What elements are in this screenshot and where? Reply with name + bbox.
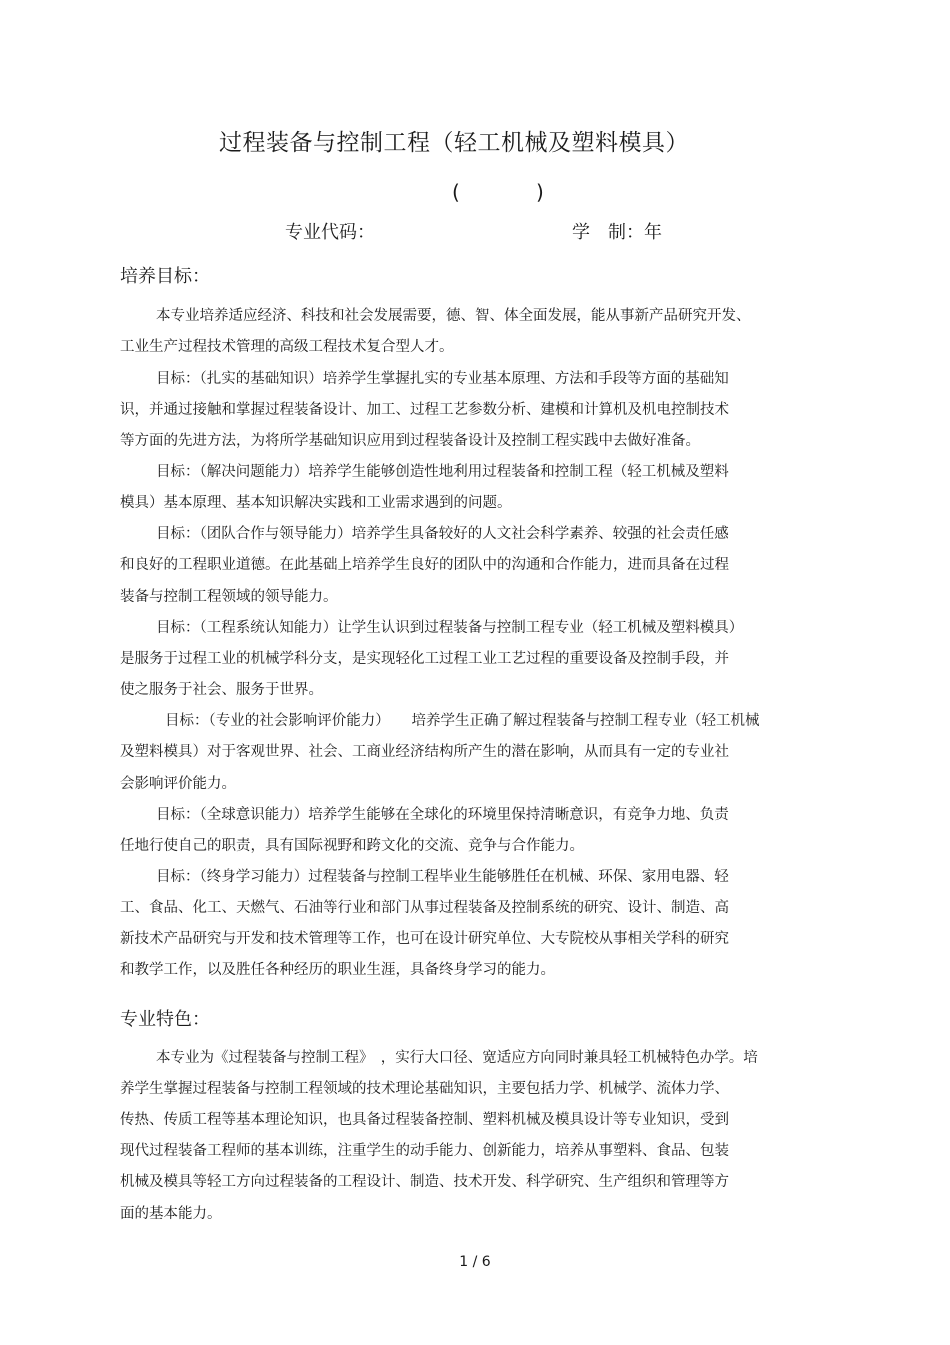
paragraph-line: 识，并通过接触和掌握过程装备设计、加工、过程工艺参数分析、建模和计算机及机电控制技术: [120, 402, 729, 418]
duration-label: 学 制：年: [572, 222, 662, 243]
paragraph-line: 工业生产过程技术管理的高级工程技术复合型人才。: [120, 339, 454, 355]
paragraph-line: 现代过程装备工程师的基本训练，注重学生的动手能力、创新能力，培养从事塑料、食品、包装: [120, 1143, 729, 1159]
paragraph-line: 模具）基本原理、基本知识解决实践和工业需求遇到的问题。: [120, 495, 512, 511]
paragraph-line: 和教学工作，以及胜任各种经历的职业生涯，具备终身学习的能力。: [120, 962, 555, 978]
paragraph-line: 养学生掌握过程装备与控制工程领域的技术理论基础知识，主要包括力学、机械学、流体力学、: [120, 1081, 729, 1097]
paragraph-line: 本专业为《过程装备与控制工程》 ，实行大口径、宽适应方向同时兼具轻工机械特色办学。培: [156, 1050, 758, 1066]
paragraph-line: 工、食品、化工、天燃气、石油等行业和部门从事过程装备及控制系统的研究、设计、制造、高: [120, 900, 729, 916]
paragraph-line: 传热、传质工程等基本理论知识，也具备过程装备控制、塑料机械及模具设计等专业知识，受到: [120, 1112, 729, 1128]
paragraph-line: 本专业培养适应经济、科技和社会发展需要，德、智、体全面发展，能从事新产品研究开发、: [156, 308, 751, 324]
paragraph-line: 目标：（团队合作与领导能力）培养学生具备较好的人文社会科学素养、较强的社会责任感: [156, 526, 729, 542]
page-number: 1 / 6: [459, 1254, 491, 1270]
paragraph-line: 目标：（全球意识能力）培养学生能够在全球化的环境里保持清晰意识，有竞争力地、负责: [156, 807, 729, 823]
paragraph-line: 目标：（工程系统认知能力）让学生认识到过程装备与控制工程专业（轻工机械及塑料模具）: [156, 620, 744, 636]
subtitle-paren-open: (: [452, 180, 460, 204]
paragraph-line: 使之服务于社会、服务于世界。: [120, 682, 323, 698]
paragraph-line: 目标：（专业的社会影响评价能力） 培养学生正确了解过程装备与控制工程专业（轻工机械: [165, 713, 760, 729]
paragraph-line: 机械及模具等轻工方向过程装备的工程设计、制造、技术开发、科学研究、生产组织和管理等方: [120, 1174, 729, 1190]
paragraph-line: 目标：（扎实的基础知识）培养学生掌握扎实的专业基本原理、方法和手段等方面的基础知: [156, 371, 729, 387]
paragraph-line: 是服务于过程工业的机械学科分支，是实现轻化工过程工业工艺过程的重要设备及控制手段，并: [120, 651, 729, 667]
paragraph-line: 任地行使自己的职责，具有国际视野和跨文化的交流、竞争与合作能力。: [120, 838, 584, 854]
paragraph-line: 新技术产品研究与开发和技术管理等工作，也可在设计研究单位、大专院校从事相关学科的研究: [120, 931, 729, 947]
paragraph-line: 等方面的先进方法，为将所学基础知识应用到过程装备设计及控制工程实践中去做好准备。: [120, 433, 700, 449]
paragraph-line: 目标：（解决问题能力）培养学生能够创造性地利用过程装备和控制工程（轻工机械及塑料: [156, 464, 729, 480]
paragraph-line: 会影响评价能力。: [120, 776, 236, 792]
goals-heading: 培养目标：: [120, 266, 210, 287]
paragraph-line: 及塑料模具）对于客观世界、社会、工商业经济结构所产生的潜在影响，从而具有一定的专业社: [120, 744, 729, 760]
paragraph-line: 装备与控制工程领域的领导能力。: [120, 589, 338, 605]
paragraph-line: 目标：（终身学习能力）过程装备与控制工程毕业生能够胜任在机械、环保、家用电器、轻: [156, 869, 729, 885]
features-heading: 专业特色：: [120, 1009, 210, 1030]
paragraph-line: 和良好的工程职业道德。在此基础上培养学生良好的团队中的沟通和合作能力，进而具备在过程: [120, 557, 729, 573]
major-code-label: 专业代码：: [285, 222, 375, 243]
paragraph-line: 面的基本能力。: [120, 1206, 222, 1222]
subtitle-paren-close: ): [536, 180, 544, 204]
page-title: 过程装备与控制工程（轻工机械及塑料模具）: [219, 130, 689, 156]
